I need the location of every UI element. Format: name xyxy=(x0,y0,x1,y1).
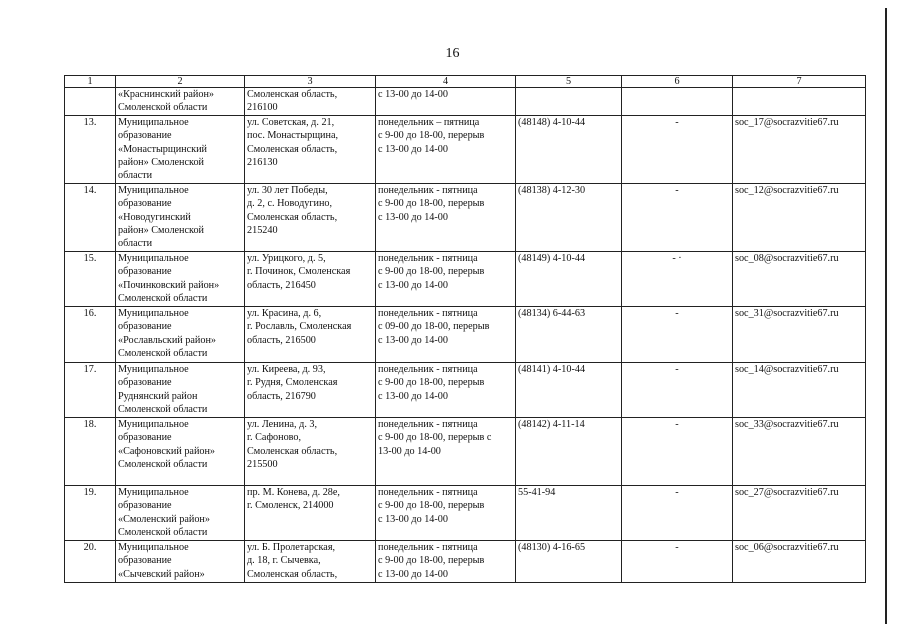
email: soc_17@socrazvitie67.ru xyxy=(733,115,866,183)
table-row xyxy=(65,251,866,306)
organization-name: Муниципальное образование «Сычевский район» xyxy=(116,540,245,582)
page-number: 16 xyxy=(445,46,460,61)
working-hours: понедельник - пятница с 9-00 до 18-00, перерыв с 13-00 до 14-00 xyxy=(376,362,516,417)
phone: (48134) 6-44-63 xyxy=(516,306,622,362)
phone: (48138) 4-12-30 xyxy=(516,183,622,251)
organization-name: «Краснинский район» Смоленской области xyxy=(116,88,245,116)
organization-name: Муниципальное образование «Сафоновский район» Смоленской области xyxy=(116,417,245,485)
table-row xyxy=(65,540,866,582)
row-number: 15. xyxy=(65,251,116,306)
address: ул. Ленина, д. 3, г. Сафоново, Смоленская область, 215500 xyxy=(245,417,376,485)
table-row xyxy=(65,485,866,540)
phone: (48142) 4-11-14 xyxy=(516,417,622,485)
organization-name: Муниципальное образование Руднянский район Смоленской области xyxy=(116,362,245,417)
working-hours: понедельник - пятница с 09-00 до 18-00, перерыв с 13-00 до 14-00 xyxy=(376,306,516,362)
fax: - · xyxy=(622,251,733,306)
row-number xyxy=(65,88,116,116)
row-number: 19. xyxy=(65,485,116,540)
page-edge-rule xyxy=(885,8,887,624)
row-number: 20. xyxy=(65,540,116,582)
address: ул. Б. Пролетарская, д. 18, г. Сычевка, Смоленская область, xyxy=(245,540,376,582)
header-col-4: 4 xyxy=(376,76,516,88)
email: soc_06@socrazvitie67.ru xyxy=(733,540,866,582)
fax: - xyxy=(622,306,733,362)
phone: (48148) 4-10-44 xyxy=(516,115,622,183)
row-number: 14. xyxy=(65,183,116,251)
header-col-7: 7 xyxy=(733,76,866,88)
fax: - xyxy=(622,417,733,485)
working-hours: понедельник - пятница с 9-00 до 18-00, перерыв с 13-00 до 14-00 xyxy=(376,540,516,582)
email: soc_08@socrazvitie67.ru xyxy=(733,251,866,306)
address: Смоленская область, 216100 xyxy=(245,88,376,116)
fax: - xyxy=(622,362,733,417)
fax: - xyxy=(622,540,733,582)
address: ул. 30 лет Победы, д. 2, с. Новодугино, Смоленская область, 215240 xyxy=(245,183,376,251)
table-body xyxy=(65,88,866,583)
organization-name: Муниципальное образование «Починковский район» Смоленской области xyxy=(116,251,245,306)
row-number: 13. xyxy=(65,115,116,183)
organization-name: Муниципальное образование «Монастырщинский район» Смоленской области xyxy=(116,115,245,183)
address: ул. Урицкого, д. 5, г. Починок, Смоленская область, 216450 xyxy=(245,251,376,306)
table-row xyxy=(65,362,866,417)
address: пр. М. Конева, д. 28е, г. Смоленск, 214000 xyxy=(245,485,376,540)
table-row xyxy=(65,306,866,362)
email: soc_12@socrazvitie67.ru xyxy=(733,183,866,251)
working-hours: понедельник - пятница с 9-00 до 18-00, перерыв с 13-00 до 14-00 xyxy=(376,251,516,306)
header-col-3: 3 xyxy=(245,76,376,88)
organization-name: Муниципальное образование «Смоленский район» Смоленской области xyxy=(116,485,245,540)
registry-table xyxy=(64,75,866,583)
phone: (48149) 4-10-44 xyxy=(516,251,622,306)
fax xyxy=(622,88,733,116)
header-col-6: 6 xyxy=(622,76,733,88)
row-number: 18. xyxy=(65,417,116,485)
fax: - xyxy=(622,485,733,540)
address: ул. Советская, д. 21, пос. Монастырщина, Смоленская область, 216130 xyxy=(245,115,376,183)
address: ул. Красина, д. 6, г. Рославль, Смоленская область, 216500 xyxy=(245,306,376,362)
working-hours: понедельник - пятница с 9-00 до 18-00, перерыв с 13-00 до 14-00 xyxy=(376,183,516,251)
table-row xyxy=(65,88,866,116)
table-row xyxy=(65,417,866,485)
working-hours: понедельник - пятница с 9-00 до 18-00, перерыв с 13-00 до 14-00 xyxy=(376,485,516,540)
header-col-5: 5 xyxy=(516,76,622,88)
address: ул. Киреева, д. 93, г. Рудня, Смоленская область, 216790 xyxy=(245,362,376,417)
row-number: 16. xyxy=(65,306,116,362)
email xyxy=(733,88,866,116)
working-hours: понедельник – пятница с 9-00 до 18-00, перерыв с 13-00 до 14-00 xyxy=(376,115,516,183)
email: soc_27@socrazvitie67.ru xyxy=(733,485,866,540)
email: soc_33@socrazvitie67.ru xyxy=(733,417,866,485)
phone: (48130) 4-16-65 xyxy=(516,540,622,582)
table-row xyxy=(65,115,866,183)
organization-name: Муниципальное образование «Новодугинский район» Смоленской области xyxy=(116,183,245,251)
email: soc_14@socrazvitie67.ru xyxy=(733,362,866,417)
table-header xyxy=(65,76,866,88)
header-row xyxy=(65,76,866,88)
email: soc_31@socrazvitie67.ru xyxy=(733,306,866,362)
table-row xyxy=(65,183,866,251)
fax: - xyxy=(622,183,733,251)
organization-name: Муниципальное образование «Рославльский район» Смоленской области xyxy=(116,306,245,362)
header-col-1: 1 xyxy=(65,76,116,88)
phone xyxy=(516,88,622,116)
row-number: 17. xyxy=(65,362,116,417)
working-hours: с 13-00 до 14-00 xyxy=(376,88,516,116)
header-col-2: 2 xyxy=(116,76,245,88)
phone: 55-41-94 xyxy=(516,485,622,540)
phone: (48141) 4-10-44 xyxy=(516,362,622,417)
working-hours: понедельник - пятница с 9-00 до 18-00, перерыв с 13-00 до 14-00 xyxy=(376,417,516,485)
fax: - xyxy=(622,115,733,183)
